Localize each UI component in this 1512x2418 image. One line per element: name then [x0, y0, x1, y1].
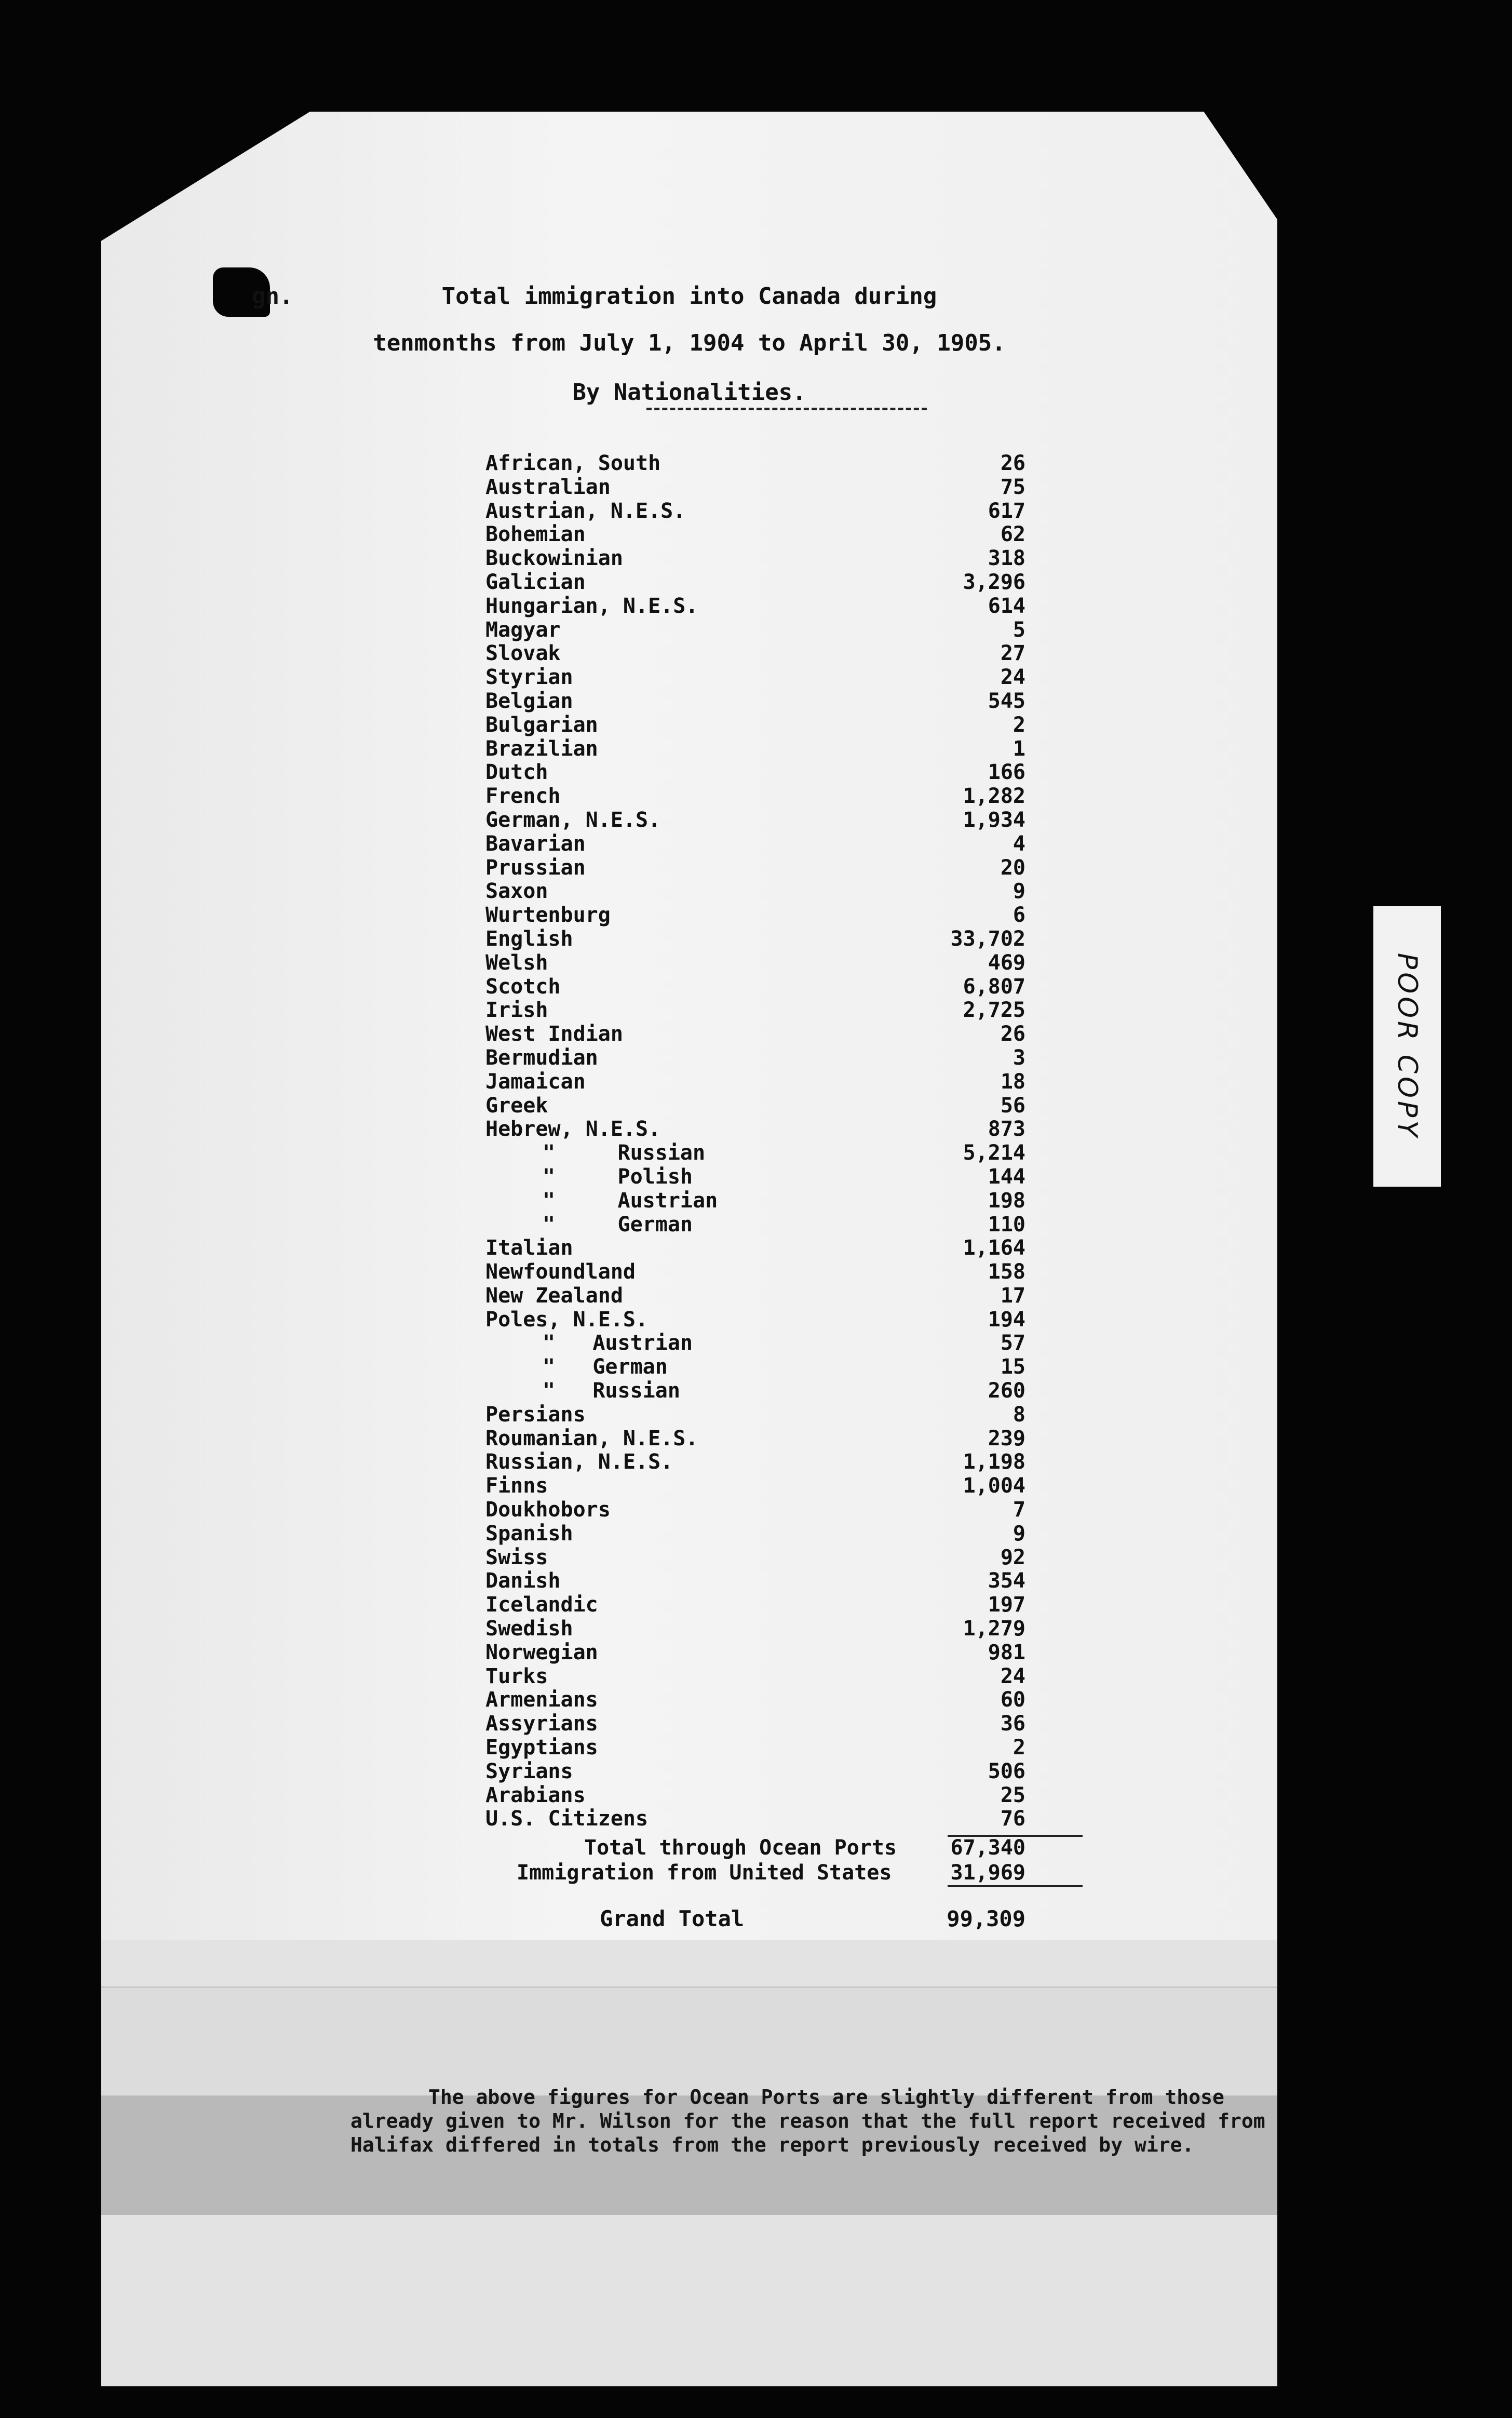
immigrant-count: 26 [1000, 1022, 1025, 1046]
nationality-label: New Zealand [485, 1283, 623, 1308]
table-row [101, 928, 1277, 951]
immigrant-count: 981 [988, 1640, 1025, 1664]
immigrant-count: 76 [1000, 1807, 1025, 1831]
nationality-label: " German [543, 1212, 693, 1237]
immigrant-count: 9 [1013, 1521, 1025, 1546]
grand-total-rule [948, 1885, 1083, 1887]
table-row [101, 785, 1277, 809]
table-row [101, 1474, 1277, 1498]
table-row [101, 571, 1277, 595]
table-row [101, 523, 1277, 547]
immigrant-count: 92 [1000, 1545, 1025, 1569]
table-row [101, 1332, 1277, 1355]
immigrant-count: 144 [988, 1164, 1025, 1189]
table-row [101, 1641, 1277, 1665]
immigrant-count: 239 [988, 1426, 1025, 1450]
table-row [101, 904, 1277, 928]
nationality-label: Jamaican [485, 1069, 586, 1094]
nationality-label: " Russian [543, 1379, 680, 1403]
nationality-label: Roumanian, N.E.S. [485, 1426, 698, 1450]
nationality-label: Poles, N.E.S. [485, 1307, 649, 1332]
table-row [101, 642, 1277, 666]
table-row [101, 1427, 1277, 1451]
table-row [101, 714, 1277, 737]
immigrant-count: 6 [1013, 903, 1025, 928]
table-row [101, 1379, 1277, 1403]
table-row [101, 1023, 1277, 1046]
nationality-label: Belgian [485, 689, 573, 713]
immigrant-count: 197 [988, 1593, 1025, 1617]
table-row [101, 1712, 1277, 1736]
document-sheet [101, 112, 1277, 2386]
immigrant-count: 9 [1013, 879, 1025, 904]
table-row [101, 619, 1277, 642]
immigrant-count: 5,214 [963, 1141, 1025, 1165]
immigrant-count: 194 [988, 1307, 1025, 1332]
nationality-label: " Austrian [543, 1188, 718, 1213]
table-row [101, 1046, 1277, 1070]
nationality-label: Brazilian [485, 736, 598, 761]
table-row [101, 666, 1277, 690]
fold-band [101, 1986, 1277, 2099]
nationality-label: Saxon [485, 879, 548, 904]
table-row [101, 1094, 1277, 1118]
immigrant-count: 75 [1000, 475, 1025, 499]
immigrant-count: 3 [1013, 1045, 1025, 1070]
immigrant-count: 24 [1000, 1664, 1025, 1688]
nationality-label: Buckowinian [485, 546, 623, 571]
table-row [101, 1593, 1277, 1617]
folded-corner [1202, 109, 1280, 223]
immigrant-count: 166 [988, 760, 1025, 785]
nationality-label: Bavarian [485, 831, 586, 856]
table-row [101, 1213, 1277, 1237]
table-row [101, 1688, 1277, 1712]
immigrant-count: 158 [988, 1260, 1025, 1284]
table-row [101, 951, 1277, 975]
nationality-label: " German [543, 1355, 668, 1379]
nationality-label: Swedish [485, 1617, 573, 1641]
ocean-ports-total-row [101, 1836, 1277, 1861]
poor-copy-stamp [1373, 906, 1441, 1187]
nationality-label: Prussian [485, 855, 586, 880]
immigrant-count: 3,296 [963, 570, 1025, 594]
table-row [101, 1522, 1277, 1546]
subtitle: By Nationalities. [572, 379, 806, 406]
immigrant-count: 2 [1013, 1736, 1025, 1760]
nationality-label: Turks [485, 1664, 548, 1688]
table-row [101, 1760, 1277, 1784]
immigrant-count: 614 [988, 594, 1025, 618]
immigrant-count: 1,279 [963, 1617, 1025, 1641]
nationality-label: Danish [485, 1569, 561, 1593]
immigrant-count: 8 [1013, 1402, 1025, 1427]
nationality-label: Armenians [485, 1688, 598, 1712]
ocean-ports-value: 67,340 [950, 1836, 1025, 1860]
table-row [101, 1736, 1277, 1760]
nationality-label: " Austrian [543, 1331, 693, 1355]
immigrant-count: 1 [1013, 736, 1025, 761]
table-row [101, 1189, 1277, 1213]
nationality-label: Wurtenburg [485, 903, 611, 928]
grand-total-value: 99,309 [947, 1906, 1025, 1931]
table-row [101, 1403, 1277, 1427]
united-states-value: 31,969 [950, 1861, 1025, 1885]
nationality-label: Newfoundland [485, 1260, 636, 1284]
nationality-label: Arabians [485, 1783, 586, 1807]
immigrant-count: 2 [1013, 713, 1025, 737]
ocean-ports-label: Total through Ocean Ports [584, 1836, 897, 1860]
table-row [101, 1260, 1277, 1284]
table-row [101, 1237, 1277, 1260]
immigrant-count: 1,198 [963, 1450, 1025, 1474]
nationality-label: Italian [485, 1236, 573, 1260]
immigrant-count: 873 [988, 1117, 1025, 1141]
title-line-2: tenmonths from July 1, 1904 to April 30, 1905. [373, 330, 1006, 356]
table-row [101, 880, 1277, 904]
table-row [101, 1498, 1277, 1522]
nationality-label: Australian [485, 475, 611, 499]
table-row [101, 1665, 1277, 1689]
nationality-label: Syrians [485, 1759, 573, 1783]
nationality-label: Finns [485, 1474, 548, 1498]
table-row [101, 999, 1277, 1023]
immigrant-count: 7 [1013, 1498, 1025, 1522]
folded-corner [96, 109, 314, 244]
united-states-row [101, 1861, 1277, 1886]
table-row [101, 452, 1277, 476]
immigrant-count: 60 [1000, 1688, 1025, 1712]
nationality-label: Russian, N.E.S. [485, 1450, 673, 1474]
immigrant-count: 506 [988, 1759, 1025, 1783]
nationality-label: Spanish [485, 1521, 573, 1546]
nationality-label: Galician [485, 570, 586, 594]
table-row [101, 1807, 1277, 1831]
table-row [101, 1308, 1277, 1332]
table-row [101, 476, 1277, 500]
nationality-label: Norwegian [485, 1640, 598, 1664]
table-row [101, 1569, 1277, 1593]
nationality-label: Bohemian [485, 522, 586, 547]
title-line-1: Total immigration into Canada during [441, 283, 937, 310]
nationality-label: Persians [485, 1402, 586, 1427]
immigrant-count: 1,934 [963, 808, 1025, 832]
nationality-label: Bermudian [485, 1045, 598, 1070]
immigrant-count: 318 [988, 546, 1025, 571]
table-row [101, 1118, 1277, 1141]
table-row [101, 1070, 1277, 1094]
table-row [101, 1141, 1277, 1165]
nationality-label: " Russian [543, 1141, 706, 1165]
immigrant-count: 62 [1000, 522, 1025, 547]
immigrant-count: 26 [1000, 451, 1025, 475]
table-row [101, 737, 1277, 761]
table-row [101, 856, 1277, 880]
table-row [101, 832, 1277, 856]
immigrant-count: 18 [1000, 1069, 1025, 1094]
immigrant-count: 198 [988, 1188, 1025, 1213]
immigrant-count: 1,282 [963, 784, 1025, 809]
immigrant-count: 17 [1000, 1283, 1025, 1308]
nationality-label: Austrian, N.E.S. [485, 499, 686, 523]
nationality-label: Scotch [485, 974, 561, 999]
immigrant-count: 1,004 [963, 1474, 1025, 1498]
immigrant-count: 36 [1000, 1712, 1025, 1736]
nationality-label: Magyar [485, 617, 561, 642]
nationality-label: Irish [485, 998, 548, 1023]
immigrant-count: 2,725 [963, 998, 1025, 1023]
nationality-label: U.S. Citizens [485, 1807, 649, 1831]
table-row [101, 547, 1277, 571]
table-row [101, 809, 1277, 832]
table-row [101, 1284, 1277, 1308]
grand-total-row [101, 1906, 1277, 1931]
immigrant-count: 545 [988, 689, 1025, 713]
grand-total-label: Grand Total [600, 1906, 745, 1931]
poor-copy-text: POOR COPY [1392, 952, 1423, 1140]
nationality-label: Hebrew, N.E.S. [485, 1117, 661, 1141]
immigrant-count: 25 [1000, 1783, 1025, 1807]
immigrant-count: 15 [1000, 1355, 1025, 1379]
nationality-label: Welsh [485, 950, 548, 975]
nationality-label: Icelandic [485, 1593, 598, 1617]
table-row [101, 1450, 1277, 1474]
nationality-label: Egyptians [485, 1736, 598, 1760]
nationality-label: Doukhobors [485, 1498, 611, 1522]
nationality-label: Assyrians [485, 1712, 598, 1736]
header-fragment: gn. [252, 283, 293, 310]
nationality-label: Swiss [485, 1545, 548, 1569]
immigrant-count: 56 [1000, 1093, 1025, 1118]
table-row [101, 1355, 1277, 1379]
immigrant-count: 24 [1000, 665, 1025, 690]
united-states-label: Immigration from United States [517, 1861, 892, 1885]
immigrant-count: 4 [1013, 831, 1025, 856]
nationality-label: Slovak [485, 641, 561, 666]
nationality-label: Hungarian, N.E.S. [485, 594, 698, 618]
nationality-label: African, South [485, 451, 661, 475]
table-row [101, 595, 1277, 619]
table-row [101, 1165, 1277, 1189]
immigrant-count: 33,702 [950, 926, 1025, 951]
immigrant-count: 6,807 [963, 974, 1025, 999]
table-row [101, 761, 1277, 785]
immigrant-count: 469 [988, 950, 1025, 975]
immigrant-count: 57 [1000, 1331, 1025, 1355]
nationality-label: Greek [485, 1093, 548, 1118]
nationality-table [101, 452, 1277, 1831]
nationality-label: Dutch [485, 760, 548, 785]
immigrant-count: 617 [988, 499, 1025, 523]
immigrant-count: 20 [1000, 855, 1025, 880]
table-row [101, 1617, 1277, 1641]
subtitle-underline [646, 408, 927, 410]
immigrant-count: 1,164 [963, 1236, 1025, 1260]
table-row [101, 500, 1277, 523]
footnote: The above figures for Ocean Ports are slightly different from those already given to Mr. Wilson for the reason that the full report received from Halifax differed in totals from the report previously received by wire. [350, 2086, 1277, 2156]
nationality-label: German, N.E.S. [485, 808, 661, 832]
table-row [101, 1784, 1277, 1808]
nationality-label: " Polish [543, 1164, 693, 1189]
nationality-label: French [485, 784, 561, 809]
immigrant-count: 354 [988, 1569, 1025, 1593]
immigrant-count: 260 [988, 1379, 1025, 1403]
immigrant-count: 110 [988, 1212, 1025, 1237]
nationality-label: Styrian [485, 665, 573, 690]
table-row [101, 690, 1277, 714]
table-row [101, 1546, 1277, 1570]
immigrant-count: 27 [1000, 641, 1025, 666]
immigrant-count: 5 [1013, 617, 1025, 642]
table-row [101, 975, 1277, 999]
nationality-label: English [485, 926, 573, 951]
nationality-label: West Indian [485, 1022, 623, 1046]
nationality-label: Bulgarian [485, 713, 598, 737]
